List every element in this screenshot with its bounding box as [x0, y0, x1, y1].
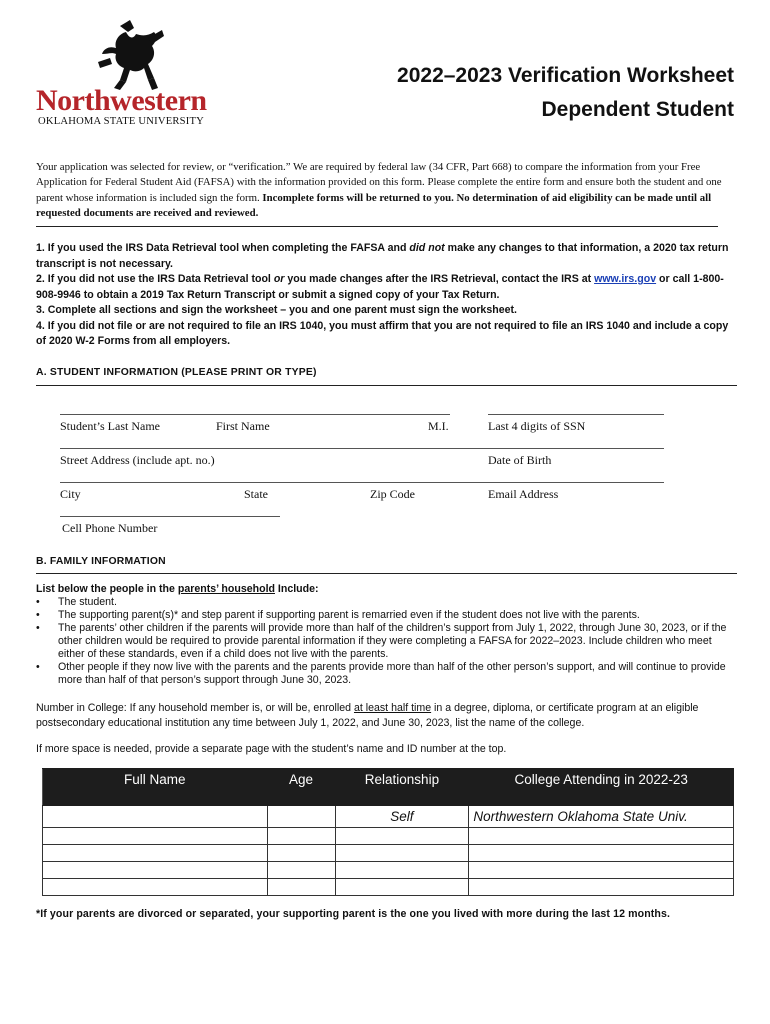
table-header-row [43, 769, 734, 806]
email-label: Email Address [488, 487, 559, 501]
cell-relationship[interactable] [335, 862, 469, 879]
cowboy-on-horse-icon [90, 18, 170, 94]
table-row [43, 845, 734, 862]
intro-paragraph [36, 160, 722, 222]
household-list [36, 596, 736, 687]
cell-full-name[interactable] [43, 879, 268, 896]
divider [36, 226, 718, 227]
cell-age[interactable] [267, 879, 335, 896]
table-row [43, 806, 734, 828]
table-row [43, 879, 734, 896]
student-name-field[interactable] [60, 414, 450, 415]
college-note: Number in College: If any household member is, or will be, enrolled at least half time in a degree, diploma, or certificate program at an eligible postsecondary educational institution any time between July 1, 2022, and June 30, 2023, list the name of the college. [36, 702, 699, 729]
divider [36, 385, 737, 386]
footnote: *If your parents are divorced or separated, your supporting parent is the one you lived with more during the last 12 months. [36, 908, 671, 920]
irs-link[interactable]: www.irs.gov [594, 273, 657, 285]
page-subtitle: Dependent Student [541, 98, 734, 121]
cell-age[interactable] [267, 845, 335, 862]
intro-warning: Incomplete forms will be returned to you. No determination of aid eligibility can be made until all requested documents are received and reviewed. [36, 191, 712, 220]
cell-relationship[interactable] [335, 879, 469, 896]
section-b-heading: B. FAMILY INFORMATION [36, 556, 166, 567]
cell-full-name[interactable] [43, 828, 268, 845]
instructions [36, 241, 736, 350]
instruction-2: 2. If you did not use the IRS Data Retrieval tool or you made changes after the IRS Retrieval, contact the IRS at www.irs.gov or call 1-800-908-9946 to obtain a 2019 Tax Return Transcript or submit a signed copy of your Tax Return. [36, 273, 724, 301]
last-name-label: Student’s Last Name [60, 419, 160, 433]
logo-name: Northwestern [36, 84, 207, 117]
first-name-label: First Name [216, 419, 270, 433]
cell-full-name[interactable] [43, 862, 268, 879]
dob-label: Date of Birth [488, 453, 552, 467]
cell-college[interactable] [469, 845, 734, 862]
instruction-3: 3. Complete all sections and sign the worksheet – you and one parent must sign the worksheet. [36, 304, 517, 316]
cell-age[interactable] [267, 806, 335, 828]
logo-subtitle: OKLAHOMA STATE UNIVERSITY [38, 116, 204, 127]
space-note: If more space is needed, provide a separate page with the student’s name and ID number at the top. [36, 743, 507, 755]
cell-college[interactable] [469, 879, 734, 896]
table-row [43, 828, 734, 845]
header-college: College Attending in 2022-23 [469, 769, 734, 806]
table-row [43, 862, 734, 879]
household-intro: List below the people in the parents’ household Include: [36, 583, 319, 595]
section-a-heading: A. STUDENT INFORMATION (PLEASE PRINT OR TYPE) [36, 367, 317, 378]
cell-phone-field[interactable] [60, 516, 280, 517]
ssn-label: Last 4 digits of SSN [488, 419, 586, 433]
cell-label: Cell Phone Number [62, 521, 158, 535]
city-state-zip-email-field[interactable] [60, 482, 664, 483]
cell-college[interactable] [469, 828, 734, 845]
cell-relationship[interactable] [335, 828, 469, 845]
city-label: City [60, 487, 81, 501]
instruction-1: 1. If you used the IRS Data Retrieval tool when completing the FAFSA and did not make any changes to that information, a 2020 tax return transcript is not necessary. [36, 242, 729, 270]
street-label: Street Address (include apt. no.) [60, 453, 215, 467]
cell-age[interactable] [267, 828, 335, 845]
street-dob-field[interactable] [60, 448, 664, 449]
cell-age[interactable] [267, 862, 335, 879]
cell-full-name[interactable] [43, 806, 268, 828]
list-item: • The supporting parent(s)* and step parent if supporting parent is remarried even if the student does not live with the parents. [36, 609, 736, 622]
family-table [42, 768, 734, 896]
instruction-4: 4. If you did not file or are not required to file an IRS 1040, you must affirm that you are not required to file an IRS 1040 and include a copy of 2020 W-2 Forms from all employers. [36, 319, 729, 347]
header-relationship: Relationship [335, 769, 469, 806]
divider [36, 573, 737, 574]
intro-text: Your application was selected for review, or “verification.” We are required by federal law (34 CFR, Part 668) to compare the information from your Free Application for Federal Student Aid (FAFSA) with the information provided on this form. Please complete the entire form and ensure both the student and one parent whose information is included sign the form. [36, 161, 722, 204]
cell-full-name[interactable] [43, 845, 268, 862]
cell-college[interactable]: Northwestern Oklahoma State Univ. [469, 806, 734, 828]
list-item: • The student. [36, 596, 736, 609]
page-title: 2022–2023 Verification Worksheet [397, 64, 734, 87]
cell-relationship[interactable]: Self [335, 806, 469, 828]
state-label: State [244, 487, 268, 501]
list-item: • Other people if they now live with the parents and the parents provide more than half of the other person’s support, and will continue to provide more than half of that person’s support through June 30, 2023. [36, 661, 736, 687]
zip-label: Zip Code [370, 487, 415, 501]
list-item: • The parents’ other children if the parents will provide more than half of the children’s support from July 1, 2022, through June 30, 2023, or if the other children would be required to provide parental information if they were completing a FAFSA for 2022–2023. Include children who meet either of these standards, even if a child does not live with the parents. [36, 622, 736, 661]
ssn-field[interactable] [488, 414, 664, 415]
header-full-name: Full Name [43, 769, 268, 806]
cell-relationship[interactable] [335, 845, 469, 862]
household-instructions [36, 583, 736, 687]
header-age: Age [267, 769, 335, 806]
mi-label: M.I. [428, 419, 449, 433]
cell-college[interactable] [469, 862, 734, 879]
